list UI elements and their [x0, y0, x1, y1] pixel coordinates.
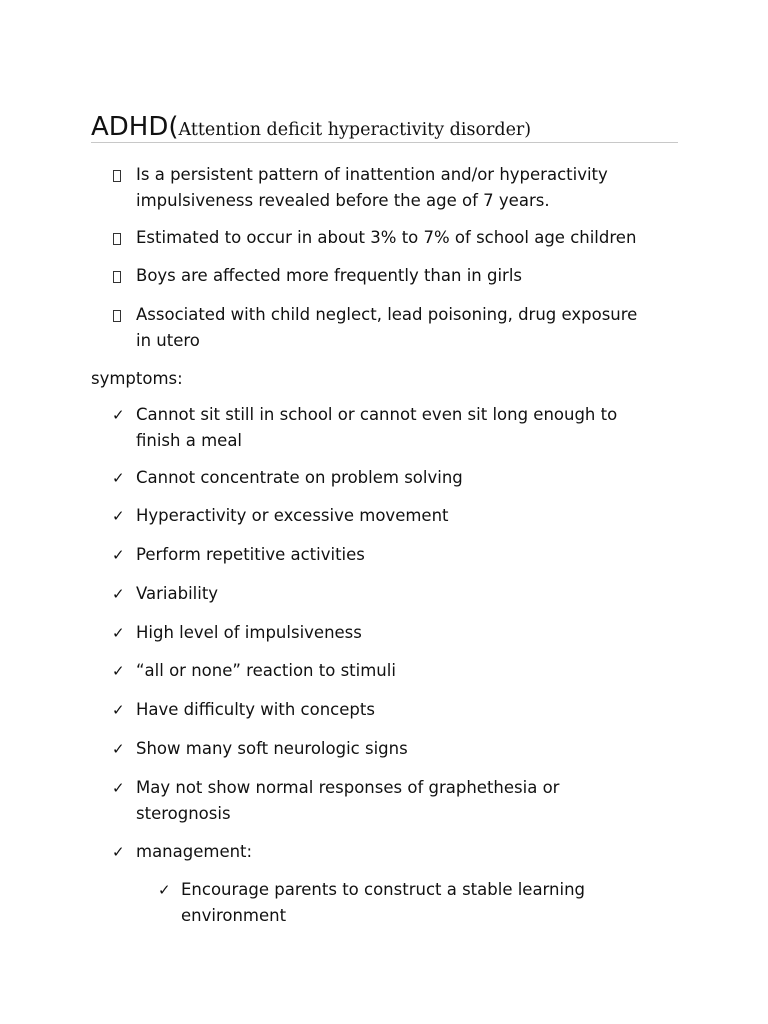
checkmark-icon: ✓	[112, 701, 125, 719]
box-bullet-icon	[113, 225, 121, 253]
list-item	[136, 162, 608, 214]
checkmark-icon: ✓	[112, 546, 125, 564]
page-title	[91, 112, 678, 143]
list-item-line: environment	[181, 906, 287, 925]
list-item	[136, 775, 559, 827]
checkmark-icon: ✓	[112, 662, 125, 680]
list-item-line: Hyperactivity or excessive movement	[136, 506, 449, 525]
list-item	[136, 225, 636, 251]
checkmark-icon: ✓	[112, 406, 125, 424]
list-item-line: Cannot sit still in school or cannot even sit long enough to	[136, 405, 618, 424]
checkmark-icon: ✓	[112, 469, 125, 487]
box-bullet-icon	[113, 162, 121, 190]
list-item-line: sterognosis	[136, 804, 231, 823]
list-item-line: Estimated to occur in about 3% to 7% of school age children	[136, 228, 637, 247]
list-item	[136, 542, 365, 568]
list-item-line: Variability	[136, 584, 219, 603]
list-item	[136, 263, 522, 289]
list-item	[136, 503, 449, 529]
list-item-line: management:	[136, 842, 253, 861]
list-item-line: Have difficulty with concepts	[136, 700, 375, 719]
list-item-line: impulsiveness revealed before the age of 7 years.	[136, 191, 550, 210]
checkmark-icon: ✓	[112, 740, 125, 758]
list-item	[136, 581, 218, 607]
list-item-line: Encourage parents to construct a stable learning	[181, 880, 586, 899]
list-item-line: Perform repetitive activities	[136, 545, 365, 564]
list-item-line: Show many soft neurologic signs	[136, 739, 408, 758]
list-item	[136, 302, 637, 354]
checkmark-icon: ✓	[158, 881, 171, 899]
title-acronym: ADHD(	[91, 112, 179, 142]
list-item-line: May not show normal responses of graphethesia or	[136, 778, 560, 797]
checkmark-icon: ✓	[112, 624, 125, 642]
title-expansion: Attention deficit hyperactivity disorder)	[178, 120, 532, 140]
checkmark-icon: ✓	[112, 585, 125, 603]
box-bullet-icon	[113, 302, 121, 330]
list-item	[181, 877, 585, 929]
list-item	[136, 658, 396, 684]
list-item-line: Boys are affected more frequently than in girls	[136, 266, 523, 285]
list-item-management	[136, 839, 252, 865]
list-item-line: Associated with child neglect, lead poisoning, drug exposure	[136, 305, 638, 324]
symptoms-heading: symptoms:	[91, 369, 183, 388]
list-item	[136, 402, 617, 454]
list-item	[136, 465, 463, 491]
checkmark-icon: ✓	[112, 779, 125, 797]
list-item	[136, 620, 362, 646]
box-bullet-icon	[113, 263, 121, 291]
list-item	[136, 736, 408, 762]
list-item-line: Cannot concentrate on problem solving	[136, 468, 463, 487]
list-item-line: in utero	[136, 331, 200, 350]
list-item-line: finish a meal	[136, 431, 243, 450]
list-item-line: “all or none” reaction to stimuli	[136, 661, 396, 680]
checkmark-icon: ✓	[112, 843, 125, 861]
list-item	[136, 697, 375, 723]
checkmark-icon: ✓	[112, 507, 125, 525]
list-item-line: Is a persistent pattern of inattention and/or hyperactivity	[136, 165, 608, 184]
list-item-line: High level of impulsiveness	[136, 623, 362, 642]
